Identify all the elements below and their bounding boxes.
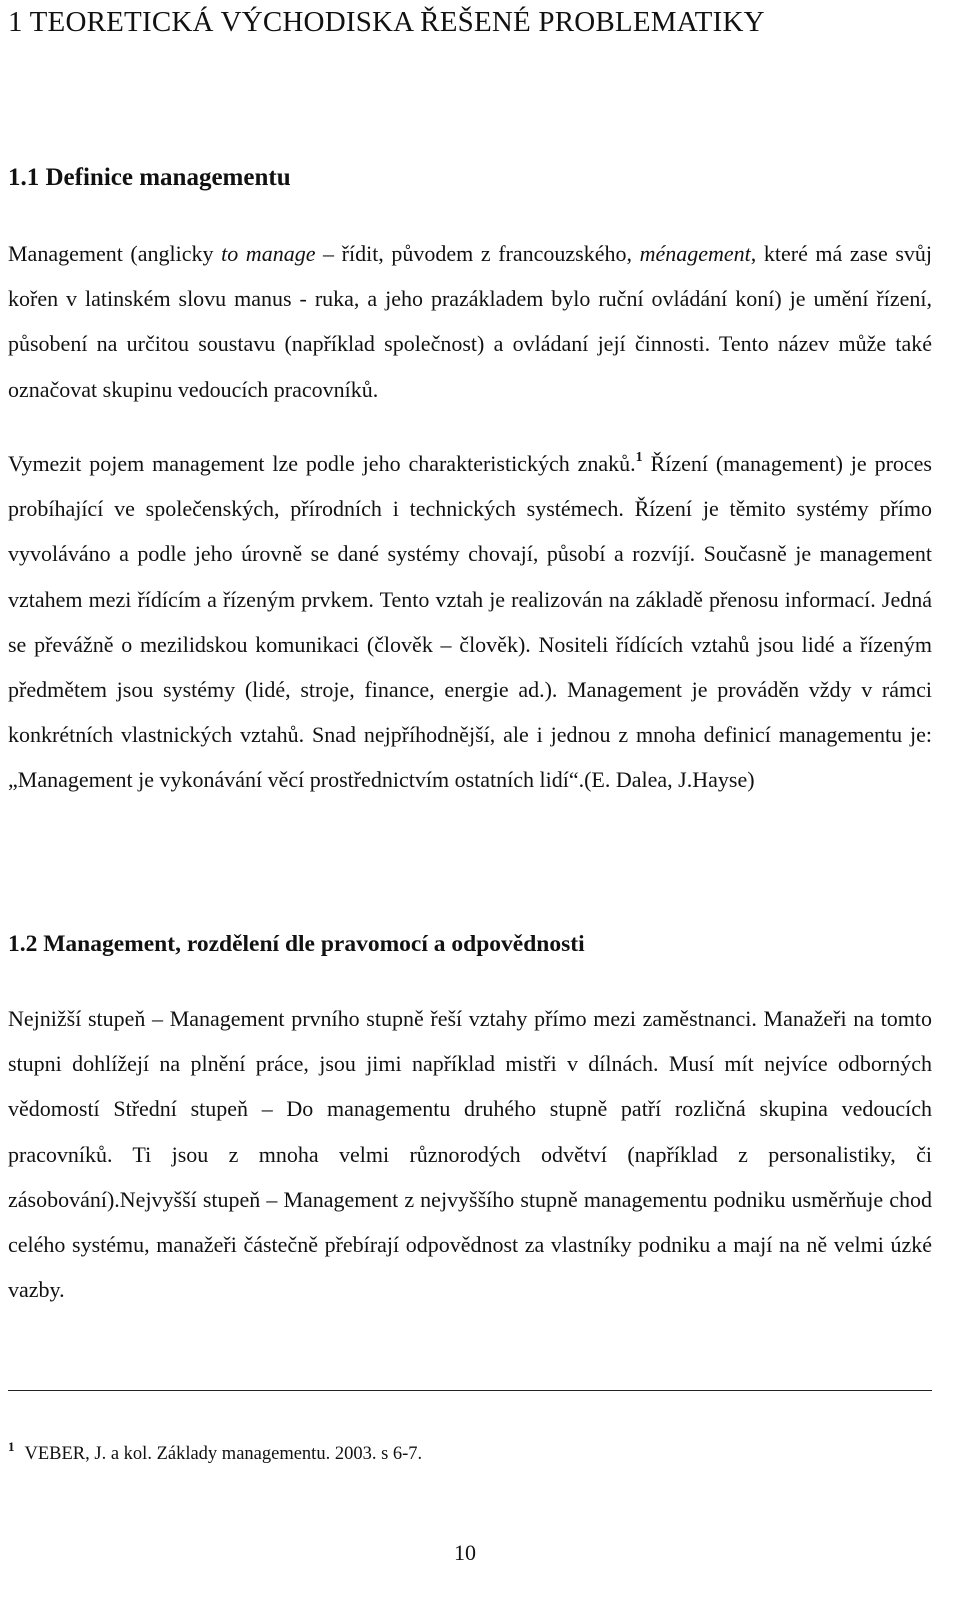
paragraph-text: Řízení (management) je proces probíhající ve společenských, přírodních i technických systémech. Řízení je těmito systémy přímo vyvoláváno a podle jeho úrovně se dané systémy chovají, působí a rozvíjí. Současně je management vztahem mezi řídícím a řízeným prvkem. Tento vztah je realizován na základě přenosu informací. Jedná se převážně o mezilidskou komunikaci (člověk – člověk). Nositeli řídících vztahů jsou lidé a řízeným předmětem jsou systémy (lidé, stroje, finance, energie ad.). Management je prováděn vždy v rámci konkrétních vlastnických vztahů. Snad nejpříhodnější, ale i jednou z mnoha definicí managementu je: „Management je vykonávání věcí prostřednictvím ostatních lidí“.(E. Dalea, J.Hayse) [8,451,932,793]
section-heading-1-1: 1.1 Definice managementu [8,164,291,191]
footnote-divider [8,1390,932,1391]
paragraph-text: Management (anglicky [8,241,222,266]
paragraph-definition [8,231,932,412]
footnote-reference: 1 [635,450,643,465]
chapter-heading: 1 TEORETICKÁ VÝCHODISKA ŘEŠENÉ PROBLEMATIKY [8,6,765,38]
paragraph-text: Vymezit pojem management lze podle jeho charakteristických znaků. [8,451,636,476]
paragraph-italic-term: to manage [221,241,316,266]
footnote-text: VEBER, J. a kol. Základy managementu. 2003. s 6-7. [24,1444,423,1464]
section-heading-1-2: 1.2 Management, rozdělení dle pravomocí a odpovědnosti [8,931,585,957]
paragraph-text: , které má zase svůj kořen v latinském slovu manus - ruka, a jeho prazákladem bylo ruční ovládání koní) je umění řízení, působení na určitou soustavu (například společnost) a ovládaní její činnosti. Tento název může také označovat skupinu vedoucích pracovníků. [8,241,933,402]
footnote-mark: 1 [8,1439,15,1454]
paragraph-levels: Nejnižší stupeň – Management prvního stupně řeší vztahy přímo mezi zaměstnanci. Manažeři na tomto stupni dohlížejí na plnění práce, jsou jimi například mistři v dílnách. Musí mít nejvíce odborných vědomostí Střední stupeň – Do managementu druhého stupně patří rozličná skupina vedoucích pracovníků. Ti jsou z mnoha velmi různorodých odvětví (například z personalistiky, či zásobování).Nejvyšší stupeň – Management z nejvyššího stupně managementu podniku usměrňuje chod celého systému, manažeři částečně přebírají odpovědnost za vlastníky podniku a mají na ně velmi úzké vazby. [8,1006,932,1303]
page-number: 10 [454,1540,476,1565]
paragraph-characteristics [8,441,932,803]
document-page [8,0,932,1611]
paragraph-italic-term: ménagement [639,241,751,266]
paragraph-text: – řídit, původem z francouzského, [315,241,640,266]
footnote [8,1432,422,1469]
